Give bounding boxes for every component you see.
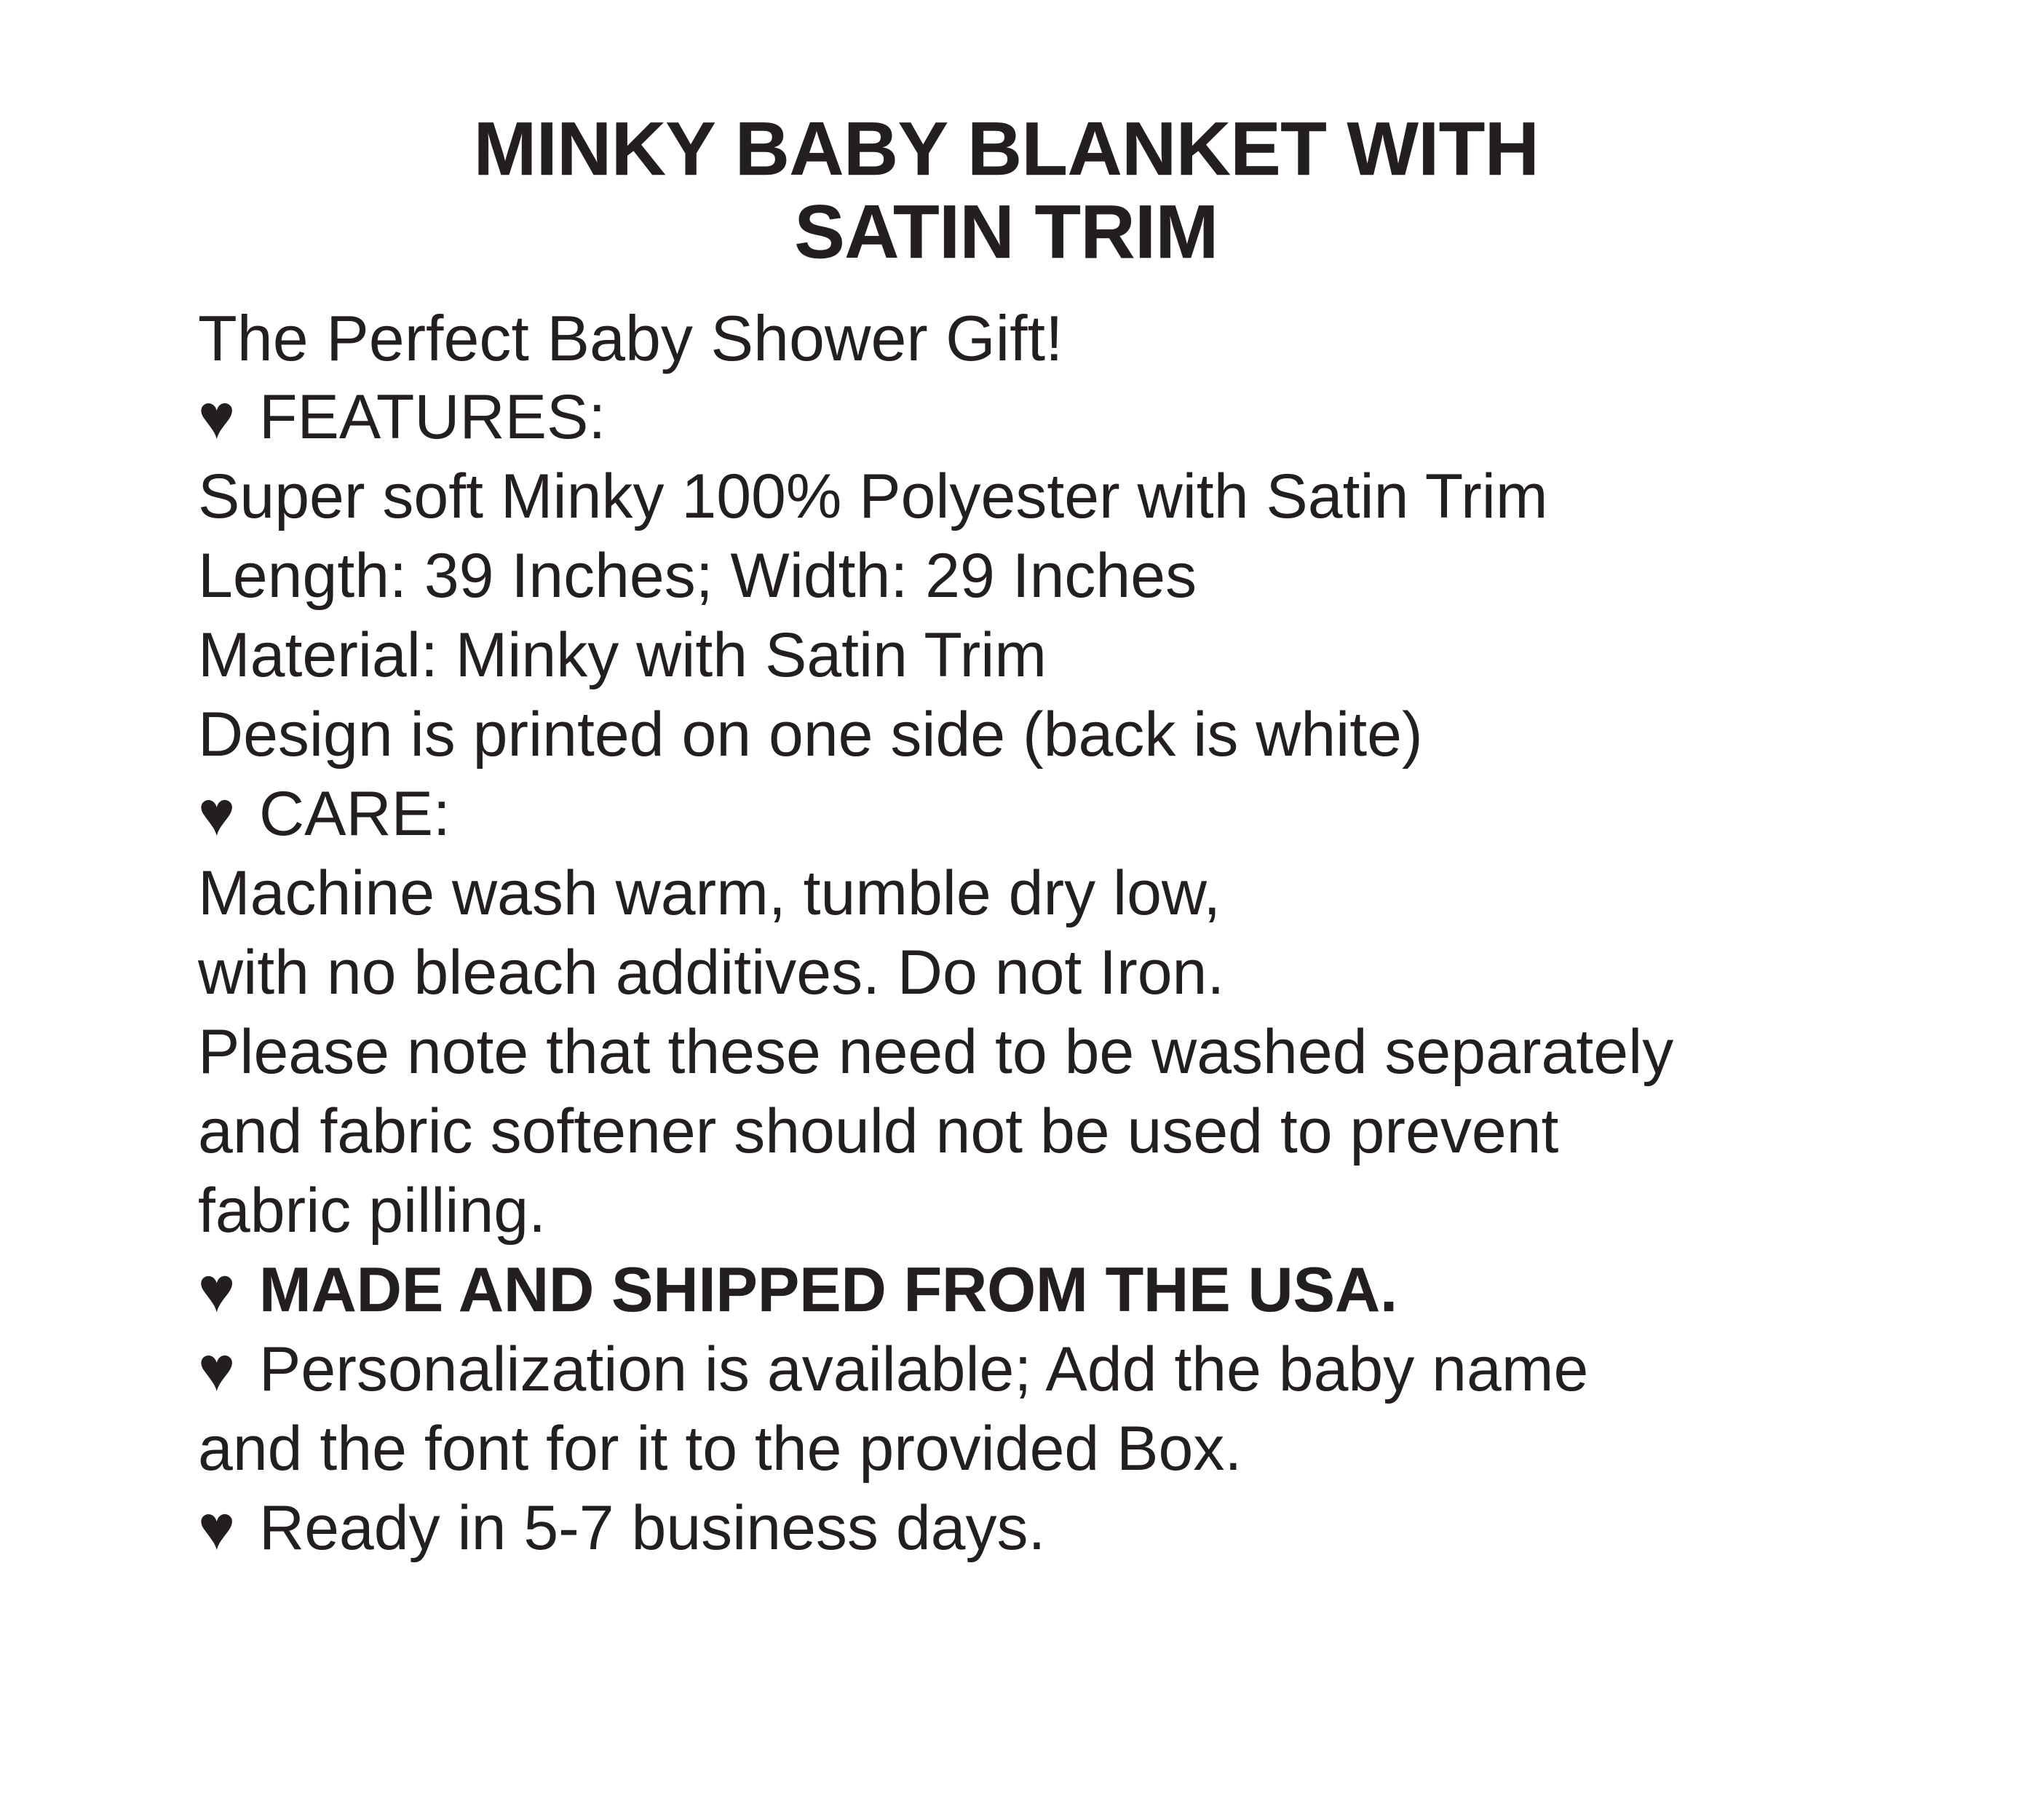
care-line: Machine wash warm, tumble dry low, xyxy=(198,858,1221,928)
feature-line: Super soft Minky 100% Polyester with Satin Trim xyxy=(198,462,1548,531)
care-line: with no bleach additives. Do not Iron. xyxy=(198,938,1225,1008)
made-in-usa-label: MADE AND SHIPPED FROM THE USA. xyxy=(259,1255,1397,1325)
feature-line: Length: 39 Inches; Width: 29 Inches xyxy=(198,541,1197,611)
heart-icon: ♥ xyxy=(198,1493,236,1563)
care-heading-label: CARE: xyxy=(259,779,451,849)
care-line: and fabric softener should not be used to prevent xyxy=(198,1096,1559,1166)
personalization-line-2: and the font for it to the provided Box. xyxy=(198,1414,1242,1484)
personalization-label: Personalization is available; Add the baby name xyxy=(259,1334,1589,1404)
page-title xyxy=(0,108,2013,274)
heart-icon: ♥ xyxy=(198,1334,236,1404)
heart-icon: ♥ xyxy=(198,1255,236,1325)
title-line-1: MINKY BABY BLANKET WITH xyxy=(473,107,1539,191)
care-line: fabric pilling. xyxy=(198,1176,546,1246)
ready-time xyxy=(198,1489,1981,1568)
made-in-usa xyxy=(198,1251,1981,1330)
heart-icon: ♥ xyxy=(198,382,236,452)
subtitle: The Perfect Baby Shower Gift! xyxy=(198,302,1063,374)
product-description xyxy=(198,298,1981,1568)
care-heading xyxy=(198,775,1981,854)
heart-icon: ♥ xyxy=(198,779,236,849)
ready-time-label: Ready in 5-7 business days. xyxy=(259,1493,1046,1563)
features-heading xyxy=(198,378,1981,457)
feature-line: Design is printed on one side (back is white) xyxy=(198,700,1423,769)
title-line-2: SATIN TRIM xyxy=(794,190,1218,274)
features-heading-label: FEATURES: xyxy=(259,382,606,452)
personalization-line-1 xyxy=(198,1330,1981,1409)
feature-line: Material: Minky with Satin Trim xyxy=(198,620,1047,690)
care-line: Please note that these need to be washed separately xyxy=(198,1017,1674,1087)
